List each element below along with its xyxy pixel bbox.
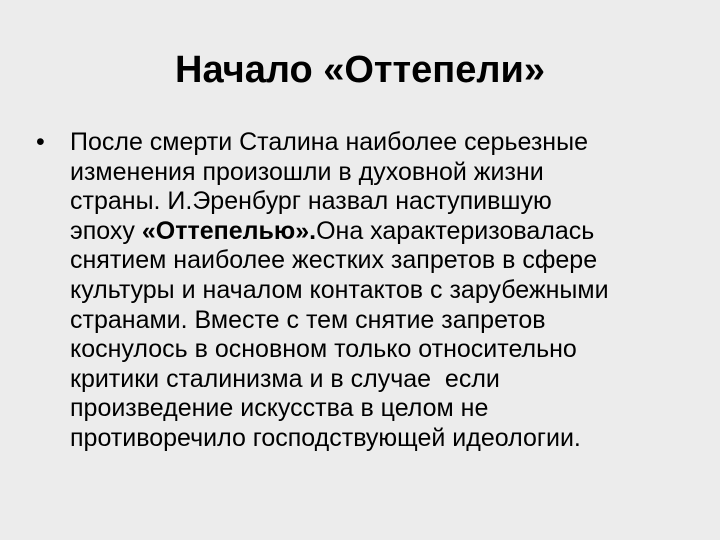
line-10-text: произведение искусства в целом не bbox=[70, 394, 489, 423]
line-6 bbox=[70, 276, 696, 306]
line-10 bbox=[70, 394, 696, 424]
line-9 bbox=[70, 365, 696, 395]
line-8 bbox=[70, 335, 696, 365]
line-4 bbox=[70, 217, 696, 247]
line-7-text: странами. Вместе с тем снятие запретов bbox=[70, 305, 546, 334]
line-5-text: снятием наиболее жестких запретов в сфере bbox=[70, 246, 598, 275]
line-4-text-end: Она характеризовалась bbox=[316, 216, 595, 245]
line-7 bbox=[70, 306, 696, 336]
line-2-text: изменения произошли в духовной жизни bbox=[70, 157, 544, 186]
line-9-text: критики сталинизма и в случае если bbox=[70, 364, 500, 393]
line-1-text: После смерти Сталина наиболее серьезные bbox=[70, 128, 588, 156]
bullet-list bbox=[36, 128, 696, 454]
line-3-text: страны. И.Эренбург назвал наступившую bbox=[70, 187, 552, 216]
line-4-text-start: эпоху bbox=[70, 216, 142, 245]
line-1 bbox=[70, 128, 696, 158]
line-3 bbox=[70, 187, 696, 217]
slide-title: Начало «Оттепели» bbox=[175, 49, 545, 91]
line-11 bbox=[70, 424, 696, 454]
line-8-text: коснулось в основном только относительно bbox=[70, 335, 577, 364]
line-6-text: культуры и началом контактов с зарубежными bbox=[70, 275, 609, 304]
line-5 bbox=[70, 246, 696, 276]
thaw-term: «Оттепелью». bbox=[141, 216, 317, 245]
bullet-icon: • bbox=[36, 128, 45, 156]
bullet-item bbox=[36, 128, 696, 454]
line-2 bbox=[70, 158, 696, 188]
line-11-text: противоречило господствующей идеологии. bbox=[70, 423, 581, 452]
